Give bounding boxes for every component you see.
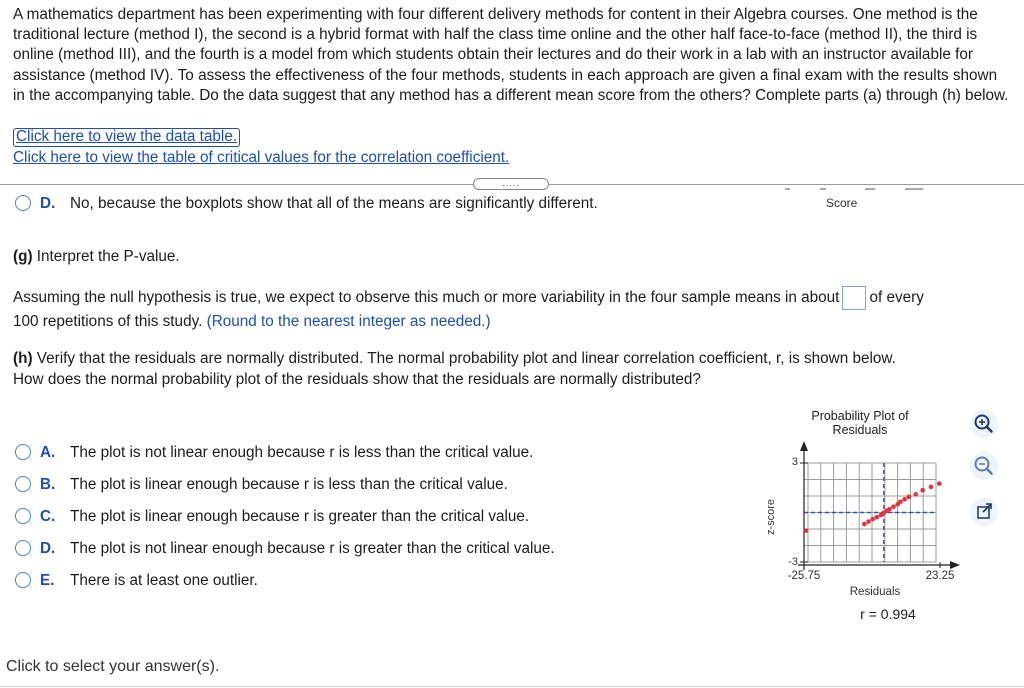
x-axis-label: Residuals <box>849 586 901 598</box>
prev-option-d-text[interactable]: No, because the boxplots show that all of the means are significantly different. <box>70 195 598 212</box>
partial-chart-label: Score <box>826 196 858 210</box>
data-point <box>862 522 867 527</box>
part-h-text1: Verify that the residuals are normally distributed. The normal probability plot and linear correlation coefficient, r, is shown below. <box>32 350 896 367</box>
footer-divider <box>0 686 1024 687</box>
p-value-answer-input[interactable] <box>842 286 866 310</box>
correlation-coefficient: r = 0.994 <box>860 606 916 622</box>
option-a-letter: A. <box>40 444 56 461</box>
footer-instruction: Click to select your answer(s). <box>6 658 220 675</box>
data-point <box>804 528 809 533</box>
data-point <box>906 495 911 500</box>
popout-icon[interactable] <box>970 498 998 526</box>
data-point <box>891 504 896 509</box>
x-tick-right: 23.25 <box>925 570 955 582</box>
data-point <box>866 519 871 524</box>
prev-option-d-letter: D. <box>40 195 56 212</box>
data-point <box>929 485 934 490</box>
option-e-letter: E. <box>40 572 55 589</box>
option-e-radio[interactable] <box>15 572 31 588</box>
part-g-question-line2 <box>13 311 491 332</box>
data-point <box>875 515 880 520</box>
problem-statement: A mathematics department has been experimenting with four different delivery methods for content in their Algebra courses. One method is the traditional lecture (method I), the second is a hybrid format with half the class time online and the other half face-to-face (method II), the third is online (method III), and the fourth is a model from which students obtain their lectures and do their work in a lab with an instructor available for assistance (method IV). To assess the effectiveness of the four methods, students in each approach are given a final exam with the results shown in the accompanying table. Do the data suggest that any method has a different mean score from the others? Complete parts (a) through (h) below. <box>13 6 1009 104</box>
option-c-letter: C. <box>40 508 56 525</box>
rounding-hint: (Round to the nearest integer as needed.) <box>206 313 491 330</box>
expand-button[interactable]: ..... <box>473 178 549 190</box>
part-g-title: Interpret the P-value. <box>32 248 180 265</box>
part-h-label: (h) <box>13 350 33 367</box>
chart-title-line1: Probability Plot of <box>811 409 909 423</box>
zoom-out-icon[interactable] <box>970 452 998 480</box>
data-point <box>920 488 925 493</box>
option-c-text[interactable]: The plot is linear enough because r is greater than the critical value. <box>70 508 530 525</box>
plot-points <box>804 481 942 533</box>
data-point <box>937 481 942 486</box>
option-a-text[interactable]: The plot is not linear enough because r is less than the critical value. <box>70 444 534 461</box>
data-point <box>902 497 907 502</box>
probability-plot <box>760 405 965 625</box>
data-point <box>913 492 918 497</box>
part-g-text-after: of every <box>869 289 924 307</box>
chart-title-line2: Residuals <box>832 423 888 437</box>
part-g-label: (g) <box>13 248 33 265</box>
option-b-text[interactable]: The plot is linear enough because r is less than the critical value. <box>70 476 508 493</box>
data-point <box>887 507 892 512</box>
critical-values-link[interactable]: Click here to view the table of critical values for the correlation coefficient. <box>13 149 510 166</box>
zoom-in-icon[interactable] <box>970 410 998 438</box>
part-g-heading <box>13 246 180 267</box>
y-tick-bottom: -3 <box>788 556 798 568</box>
part-g-text-line2: 100 repetitions of this study. <box>13 313 203 330</box>
part-h-question <box>13 348 1013 390</box>
part-g-question <box>13 286 1018 310</box>
y-tick-top: 3 <box>791 456 798 468</box>
data-table-link[interactable]: Click here to view the data table. <box>13 128 240 147</box>
prev-option-d-radio[interactable] <box>15 195 31 211</box>
option-b-radio[interactable] <box>15 476 31 492</box>
y-axis-arrow <box>800 441 808 451</box>
part-h-text2: How does the normal probability plot of the residuals show that the residuals are normally distributed? <box>13 371 701 388</box>
option-b-letter: B. <box>40 476 56 493</box>
y-axis-label: z-score <box>765 498 777 536</box>
option-e-text[interactable]: There is at least one outlier. <box>70 572 258 589</box>
x-tick-left: -25.75 <box>787 570 821 582</box>
data-point <box>898 499 903 504</box>
partial-chart-ticks <box>780 186 940 192</box>
data-point <box>870 517 875 522</box>
option-a-radio[interactable] <box>15 444 31 460</box>
part-g-text-before: Assuming the null hypothesis is true, we expect to observe this much or more variability in the four sample means in about <box>13 289 840 307</box>
option-d-radio[interactable] <box>15 540 31 556</box>
option-c-radio[interactable] <box>15 508 31 524</box>
option-d-letter: D. <box>40 540 56 557</box>
plot-grid <box>798 441 960 570</box>
x-axis-arrow <box>950 561 960 569</box>
option-d-text[interactable]: The plot is not linear enough because r is greater than the critical value. <box>70 540 555 557</box>
